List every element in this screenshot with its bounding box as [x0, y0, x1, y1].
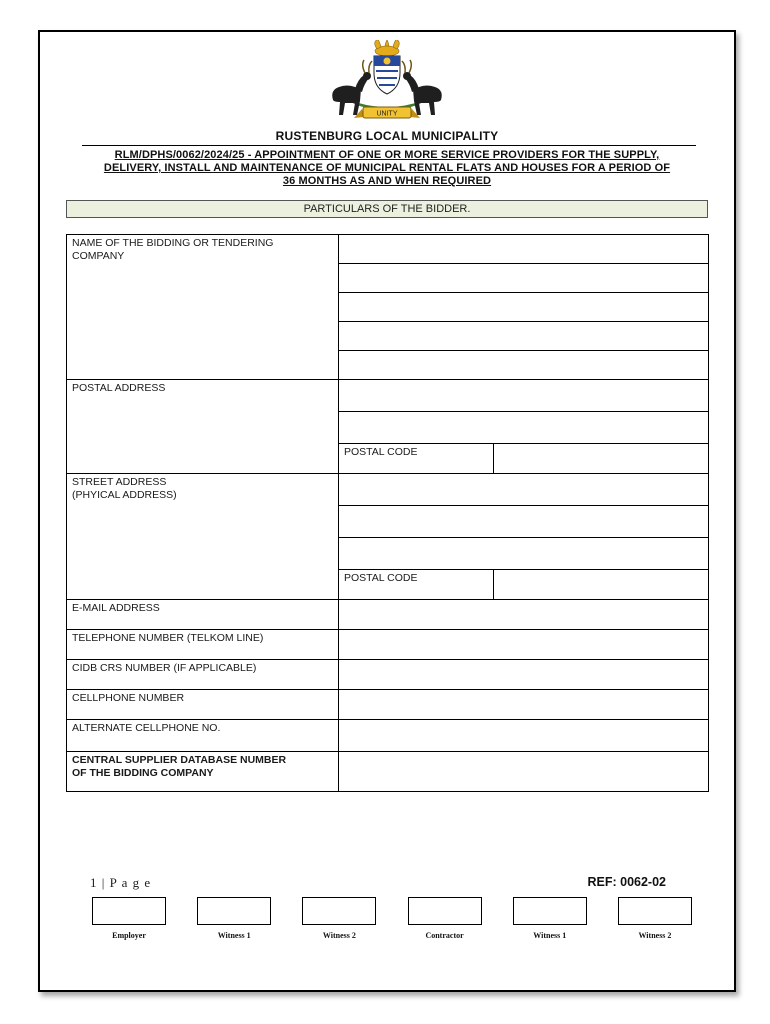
signature-label-contractor: Contractor	[425, 931, 464, 940]
signature-employer	[92, 897, 166, 940]
tender-title-line-1: RLM/DPHS/0062/2024/25 - APPOINTMENT OF ONE OR MORE SERVICE PROVIDERS FOR THE SUPPLY,	[114, 149, 660, 161]
municipality-name: RUSTENBURG LOCAL MUNICIPALITY	[275, 129, 499, 143]
signature-contractor	[408, 897, 482, 940]
signature-row	[92, 897, 692, 940]
street-address-label: STREET ADDRESS (PHYICAL ADDRESS)	[67, 474, 339, 600]
signature-label-witness-1b: Witness 1	[533, 931, 567, 940]
signature-box-employer[interactable]	[92, 897, 166, 925]
signature-label-employer: Employer	[112, 931, 146, 940]
signature-witness-1b	[513, 897, 587, 940]
reference-number: REF: 0062-02	[587, 875, 666, 889]
company-name-input-5[interactable]	[339, 351, 709, 380]
postal-code-label-2: POSTAL CODE	[339, 570, 494, 600]
signature-witness-2a	[302, 897, 376, 940]
tender-title	[40, 149, 734, 188]
tender-title-line-3: 36 MONTHS AS AND WHEN REQUIRED	[282, 175, 492, 187]
page-border-frame	[38, 30, 736, 992]
postal-address-label: POSTAL ADDRESS	[67, 380, 339, 474]
signature-label-witness-2a: Witness 2	[322, 931, 356, 940]
email-input[interactable]	[339, 600, 709, 630]
signature-box-witness-1a[interactable]	[197, 897, 271, 925]
page-footer	[40, 875, 734, 985]
name-of-company-label: NAME OF THE BIDDING OR TENDERING COMPANY	[67, 235, 339, 380]
alternate-cellphone-label: ALTERNATE CELLPHONE NO.	[67, 720, 339, 752]
signature-label-witness-2b: Witness 2	[638, 931, 672, 940]
postal-address-input-2[interactable]	[339, 412, 709, 444]
section-header-particulars: PARTICULARS OF THE BIDDER.	[66, 200, 708, 218]
street-address-input-2[interactable]	[339, 506, 709, 538]
csd-number-label: CENTRAL SUPPLIER DATABASE NUMBER OF THE BIDDING COMPANY	[67, 752, 339, 792]
signature-box-contractor[interactable]	[408, 897, 482, 925]
cidb-input[interactable]	[339, 660, 709, 690]
signature-box-witness-2b[interactable]	[618, 897, 692, 925]
postal-code-label-1: POSTAL CODE	[339, 444, 494, 474]
telephone-label: TELEPHONE NUMBER (TELKOM LINE)	[67, 630, 339, 660]
postal-address-input-1[interactable]	[339, 380, 709, 412]
alternate-cellphone-input[interactable]	[339, 720, 709, 752]
municipality-crest-icon	[327, 40, 447, 122]
csd-number-input[interactable]	[339, 752, 709, 792]
header-rule	[82, 145, 696, 146]
page-number: 1 | P a g e	[90, 875, 152, 890]
unity-banner-text: UNITY	[376, 110, 398, 118]
company-name-input-1[interactable]	[339, 235, 709, 264]
company-name-input-4[interactable]	[339, 322, 709, 351]
postal-code-input-1[interactable]	[494, 444, 709, 474]
signature-witness-1a	[197, 897, 271, 940]
cellphone-label: CELLPHONE NUMBER	[67, 690, 339, 720]
street-address-input-3[interactable]	[339, 538, 709, 570]
municipality-logo	[327, 40, 447, 127]
company-name-input-2[interactable]	[339, 264, 709, 293]
signature-box-witness-1b[interactable]	[513, 897, 587, 925]
email-label: E-MAIL ADDRESS	[67, 600, 339, 630]
cidb-label: CIDB CRS NUMBER (IF APPLICABLE)	[67, 660, 339, 690]
tender-title-line-2: DELIVERY, INSTALL AND MAINTENANCE OF MUNICIPAL RENTAL FLATS AND HOUSES FOR A PERIOD OF	[103, 162, 671, 174]
bidder-details-table	[66, 234, 709, 792]
telephone-input[interactable]	[339, 630, 709, 660]
company-name-input-3[interactable]	[339, 293, 709, 322]
signature-box-witness-2a[interactable]	[302, 897, 376, 925]
street-address-input-1[interactable]	[339, 474, 709, 506]
cellphone-input[interactable]	[339, 690, 709, 720]
signature-label-witness-1a: Witness 1	[217, 931, 251, 940]
signature-witness-2b	[618, 897, 692, 940]
postal-code-input-2[interactable]	[494, 570, 709, 600]
